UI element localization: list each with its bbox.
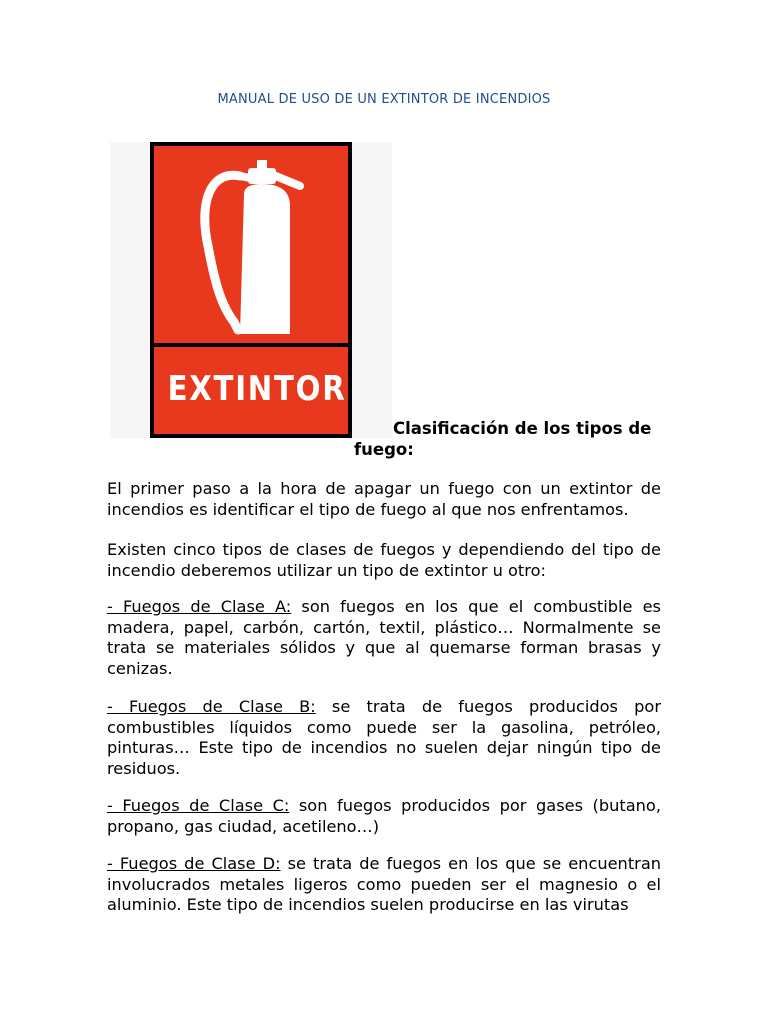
fire-extinguisher-icon <box>154 146 348 343</box>
sign-label: EXTINTOR <box>167 369 347 409</box>
fire-class-d <box>107 854 661 916</box>
sign-label-panel <box>154 347 348 434</box>
fire-class-b-text: se trata de fuegos producidos por combustibles líquidos como puede ser la gasolina, petróleo, pinturas… Este tipo de incendios no suelen dejar ningún tipo de residuos. <box>107 697 661 778</box>
fire-class-a-text: son fuegos en los que el combustible es madera, papel, carbón, cartón, textil, plástico… Normalmente se trata se materiales sólidos y que al quemarse forman brasas y cenizas. <box>107 597 661 678</box>
fire-class-c-label: - Fuegos de Clase C: <box>107 796 290 815</box>
fire-class-d-text: se trata de fuegos en los que se encuentran involucrados metales ligeros como pueden ser el magnesio o el aluminio. Este tipo de incendios suelen producirse en las virutas <box>107 854 662 914</box>
fire-class-b <box>107 697 661 779</box>
fire-class-a-label: - Fuegos de Clase A: <box>107 597 292 616</box>
fire-class-a <box>107 597 661 679</box>
section-heading: Clasificación de los tipos de fuego: <box>354 419 652 459</box>
intro-paragraph-1: El primer paso a la hora de apagar un fuego con un extintor de incendios es identificar el tipo de fuego al que nos enfrentamos. <box>107 479 661 519</box>
extintor-sign <box>150 142 352 438</box>
intro-paragraph-2: Existen cinco tipos de clases de fuegos y dependiendo del tipo de incendio deberemos utilizar un tipo de extintor u otro: <box>107 540 661 580</box>
fire-class-c-text: son fuegos producidos por gases (butano, propano, gas ciudad, acetileno…) <box>107 796 661 836</box>
fire-class-b-label: - Fuegos de Clase B: <box>107 697 316 716</box>
fire-class-c <box>107 796 661 837</box>
sign-symbol-panel <box>154 146 348 343</box>
fire-class-d-label: - Fuegos de Clase D: <box>107 854 281 873</box>
page-title: MANUAL DE USO DE UN EXTINTOR DE INCENDIOS <box>217 92 551 107</box>
